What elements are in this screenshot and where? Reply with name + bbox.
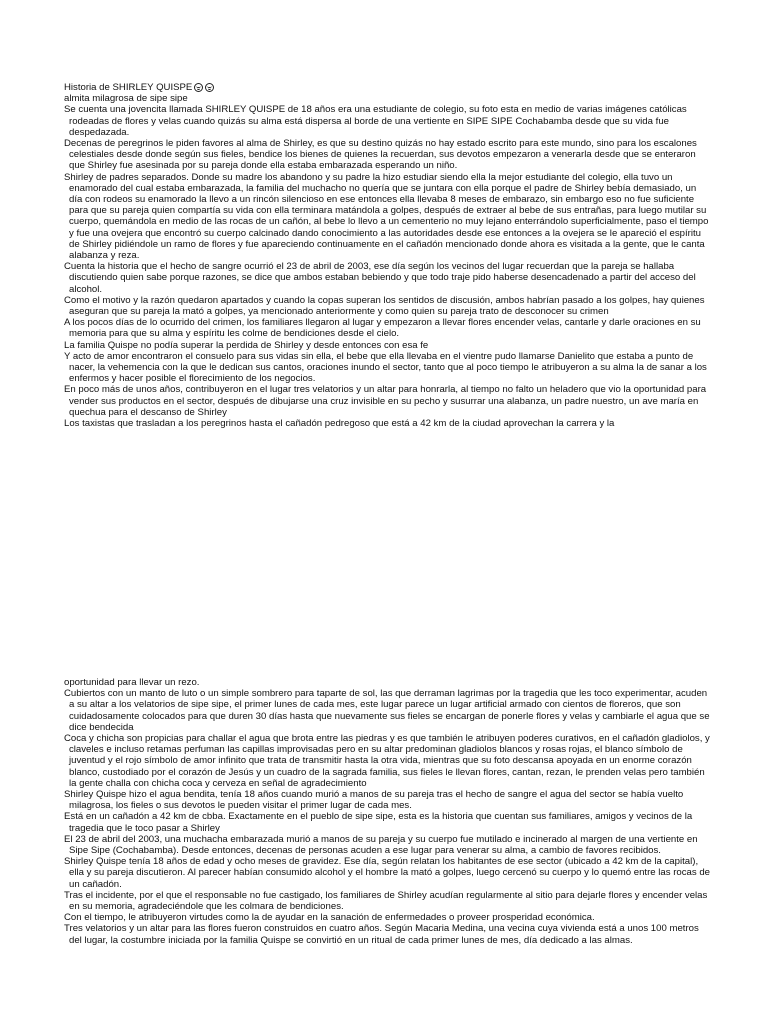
paragraph: Shirley Quispe hizo el agua bendita, tenía 18 años cuando murió a manos de su pareja tras el hecho de sangre el agua del sector se había vuelto milagrosa, los fieles o sus devotos le pueden visitar el primer lugar de cada mes.	[64, 789, 684, 812]
paragraph: Se cuenta una jovencita llamada SHIRLEY QUISPE de 18 años era una estudiante de colegio, su foto esta en medio de varias imágenes católicas rodeadas de flores y velas cuando quizás su alma está dispersa al borde de una vertiente en SIPE SIPE Cochabamba desde que su vida fue despedazada.	[64, 104, 687, 138]
paragraph: Tras el incidente, por el que el responsable no fue castigado, los familiares de Shirley acudían regularmente al sitio para dejarle flores y encender velas en su memoria, agradeciéndole que les colmara de bendiciones.	[64, 889, 708, 913]
paragraph: Y acto de amor encontraron el consuelo para sus vidas sin ella, el bebe que ella llevaba en el vientre pudo llamarse Danielito que estaba a punto de nacer, la vehemencia con la que le dedican sus cantos, oraciones inundo el sector, tanto que al poco tiempo le atribuyeron a su alma la de sanar a los enfermos y hacer posible el florecimiento de los negocios.	[64, 350, 707, 385]
paragraph: El 23 de abril del 2003, una muchacha embarazada murió a manos de su pareja y su cuerpo fue mutilado e incinerado al margen de una vertiente en Sipe Sipe (Cochabamba). Desde entonces, decenas de personas acuden a ese lugar para venerar su alma, a cambio de favores recibidos.	[64, 833, 698, 857]
page-section-top	[64, 82, 712, 429]
paragraph: Coca y chicha son propicias para challar el agua que brota entre las piedras y es que también le atribuyen poderes curativos, en el cañadón gladiolos, y claveles e incluso retamas perfuman las capillas improvisadas pero en su altar predominan gladiolos blancos y rosas rojas, el blanco símbolo de juventud y el rojo símbolo de amor infinito que trata de transmitir hasta la otra vida, mientras que su foto descansa apoyada en un enorme corazón blanco, custodiado por el corazón de Jesús y un cuadro de la sagrada familia, sus fieles le llevan flores, cantan, rezan, le prenden velas pero también la gente challa con chicha coca y cerveza en señal de agradecimiento	[64, 733, 710, 789]
paragraph: Cuenta la historia que el hecho de sangre ocurrió el 23 de abril de 2003, ese día según los vecinos del lugar recuerdan que la pareja se hallaba discutiendo quien sabe porque razones, se dice que ambos estaban bebiendo y que todo traje pido haberse desencadenado a partir del acceso del alcohol.	[64, 261, 696, 295]
paragraph: Está en un cañadón a 42 km de cbba. Exactamente en el pueblo de sipe sipe, esta es la historia que cuentan sus familiares, amigos y vecinos de la tragedia que le toco pasar a Shirley	[64, 811, 693, 834]
document-title-line	[64, 82, 712, 93]
paragraph: oportunidad para llevar un rezo.	[64, 677, 200, 688]
paragraph: Cubiertos con un manto de luto o un simple sombrero para taparte de sol, las que derraman lagrimas por la tragedia que les toco experimentar, acuden a su altar a los velatorios de sipe sipe, el primer lunes de cada mes, este lugar parece un lugar artificial armado con cientos de floreros, que son cuidadosamente colocados para que duren 30 días hasta que nuevamente sus fieles se encargan de ponerle flores y velas y cambiarle el agua que se dice bendecida	[64, 688, 710, 733]
paragraph: La familia Quispe no podía superar la perdida de Shirley y desde entonces con esa fe	[64, 339, 429, 351]
smiley-icon	[205, 83, 214, 92]
paragraph: Shirley de padres separados. Donde su madre los abandono y su padre la hizo estudiar siendo ella la mejor estudiante del colegio, ella tuvo un enamorado del cual estaba embarazada, la familia del muchacho no quería que se juntara con ella porque el padre de Shirley bebía demasiado, un día con rodeos su enamorado la llevo a un rincón silencioso en ese entonces ella llevaba 8 meses de embarazo, sin embargo eso no fue suficiente para que su pareja quien compartía su vida con ella terminara matándola a golpes, después de extraer al bebe de sus entrañas, para luego mutilar su cuerpo, quemándola en medio de las rocas de un cañón, al bebe lo llevo a un cementerio no muy lejano enterrándolo superficialmente, paso el tiempo y fue una ovejera que encontró su cuerpo calcinado dando conocimiento a las autoridades desde ese entonces a la ovejera se le apareció el espíritu de Shirley pidiéndole un ramo de flores y fue apareciendo continuamente en el cañadón mencionado donde ahora es visitada a la gente, que le canta alabanza y reza.	[64, 171, 709, 262]
paragraph: Los taxistas que trasladan a los peregrinos hasta el cañadón pedregoso que está a 42 km de la ciudad aprovechan la carrera y la	[64, 418, 615, 430]
paragraph: Como el motivo y la razón quedaron apartados y cuando la copas superan los sentidos de discusión, ambos habrían pasado a los golpes, hay quienes aseguran que su pareja la mató a golpes, ya mencionado anteriormente y como quien su pareja trato de desconocer su crimen	[64, 294, 705, 318]
paragraph: Shirley Quispe tenía 18 años de edad y ocho meses de gravidez. Ese día, según relatan los habitantes de ese sector (ubicado a 42 km de la capital), ella y su pareja discutieron. Al parecer habían consumido alcohol y el hombre la mató a golpes, luego cercenó su cuerpo y lo quemó entre las rocas de un cañadón.	[64, 856, 711, 890]
document-title: Historia de SHIRLEY QUISPE	[64, 82, 193, 93]
paragraph: Tres velatorios y un altar para las flores fueron construidos en cuatro años. Según Macaria Medina, una vecina cuya vivienda está a unos 100 metros del lugar, la costumbre iniciada por la familia Quispe se convirtió en un ritual de cada primer lunes de mes, día dedicado a las almas.	[64, 923, 699, 946]
smiley-icon	[194, 83, 203, 92]
paragraph: En poco más de unos años, contribuyeron en el lugar tres velatorios y un altar para honrarla, al tiempo no falto un heladero que vio la oportunidad para vender sus productos en el sector, después de dibujarse una cruz invisible en su pecho y susurrar una alabanza, un padre nuestro, un ave maría en quechua para el descanso de Shirley	[64, 384, 707, 418]
document-subtitle: almita milagrosa de sipe sipe	[64, 93, 188, 105]
paragraph: Con el tiempo, le atribuyeron virtudes como la de ayudar en la sanación de enfermedades o proveer prosperidad económica.	[64, 912, 595, 924]
paragraph: Decenas de peregrinos le piden favores al alma de Shirley, es que su destino quizás no hay estado escrito para este mundo, sino para los escalones celestiales desde donde según sus fieles, bendice los bienes de quienes la recuerdan, sus devotos empezaron a venerarla desde que se enteraron que Shirley fue asesinada por su pareja donde ella estaba embarazada esperando un niño.	[64, 138, 697, 172]
paragraph: A los pocos días de lo ocurrido del crimen, los familiares llegaron al lugar y empezaron a llevar flores encender velas, cantarle y darle oraciones en su memoria para que su alma y espíritu les colme de bendiciones desde el cielo.	[64, 317, 701, 340]
page-section-bottom	[64, 677, 712, 946]
